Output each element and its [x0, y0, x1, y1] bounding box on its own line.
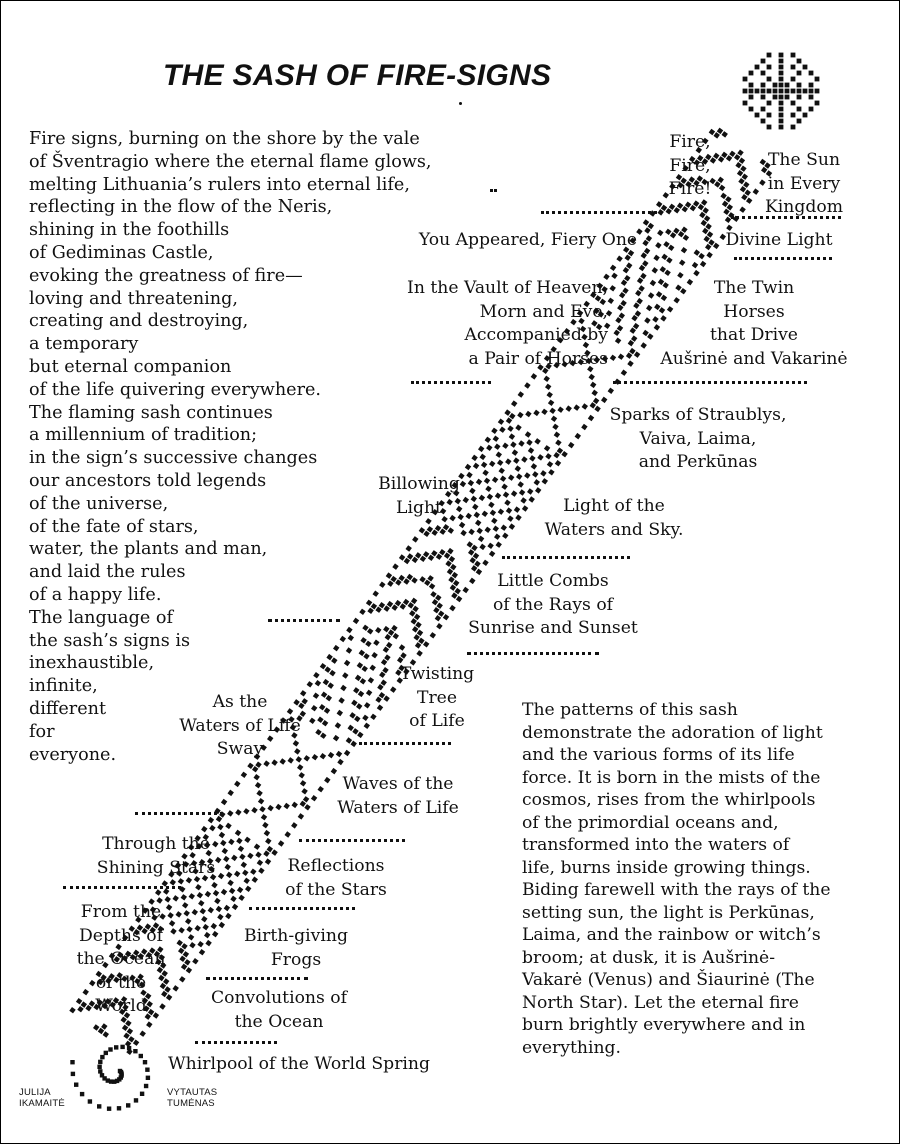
spiral-whirlpool-icon [70, 1045, 150, 1111]
poem-line: for [29, 721, 55, 742]
poem-line: of the fate of stars, [29, 516, 199, 537]
poem-line: everyone. [29, 744, 117, 765]
prose-line: North Star). Let the eternal fire [522, 992, 799, 1013]
prose-line: cosmos, rises from the whirlpools [522, 790, 816, 810]
prose-line: of the primordial oceans and, [522, 812, 779, 833]
separator-dots [731, 216, 841, 219]
title-dot [459, 102, 462, 105]
separator-dots [63, 886, 181, 889]
poem-line: the sash’s signs is [29, 630, 191, 651]
label-whirlpool: Whirlpool of the World Spring [168, 1054, 430, 1074]
label-reflections: Reflections of the Stars [285, 856, 387, 900]
separator-dots [411, 381, 491, 384]
label-waters-of-life-sway: As the Waters of Life Sway [179, 692, 301, 759]
prose-line: demonstrate the adoration of light [522, 722, 823, 743]
separator-dots [613, 381, 807, 384]
separator-dots [299, 839, 405, 842]
prose-line: everything. [522, 1037, 621, 1058]
poem-line: of Šventragio where the eternal flame glows, [29, 151, 432, 172]
label-birth-giving-frogs: Birth-giving Frogs [244, 926, 348, 970]
prose-line: force. It is born in the mists of the [522, 767, 821, 788]
separator-dots [268, 619, 340, 622]
poem-line: in the sign’s successive changes [29, 448, 318, 469]
prose-line: setting sun, the light is Perkūnas, [522, 902, 815, 923]
label-you-appeared: You Appeared, Fiery One [418, 230, 638, 250]
prose-line: Laima, and the rainbow or witch’s [522, 925, 821, 945]
poem-line: different [29, 698, 107, 719]
credit-author-left: JULIJA IKAMAITĖ [19, 1087, 65, 1109]
label-sparks: Sparks of Straublys, Vaiva, Laima, and Perkūnas [609, 405, 787, 472]
prose-line: burn brightly everywhere and in [522, 1015, 806, 1035]
poem-line: loving and threatening, [29, 288, 238, 309]
explanation-text [522, 699, 831, 1059]
label-twin-horses: The Twin Horses that Drive Aušrinė and Vakarinė [660, 278, 848, 369]
poem-line: Fire signs, burning on the shore by the vale [29, 129, 420, 149]
credit-author-right: VYTAUTAS TUMĖNAS [167, 1087, 218, 1109]
label-sun-in-every-kingdom: The Sun in Every Kingdom [764, 150, 844, 217]
prose-line: Vakarė (Venus) and Šiaurinė (The [522, 970, 815, 990]
poem-line: but eternal companion [29, 356, 232, 377]
separator-dots [467, 652, 599, 655]
separator-dots [206, 977, 308, 980]
prose-line: The patterns of this sash [522, 700, 738, 720]
poem-line: of the life quivering everywhere. [29, 379, 321, 400]
poem-line: melting Lithuania’s rulers into eternal life, [29, 174, 410, 195]
poem-line: reflecting in the flow of the Neris, [29, 197, 333, 218]
poem-line: The language of [29, 607, 173, 628]
label-billowing-light: Billowing Light [378, 474, 460, 518]
separator-dots [490, 189, 494, 192]
poem-line: a temporary [29, 334, 139, 355]
poem-line: The flaming sash continues [29, 402, 273, 423]
label-fire: Fire, Fire, Fire! [668, 132, 712, 199]
poem-line: shining in the foothills [29, 220, 230, 241]
page-title: THE SASH OF FIRE-SIGNS [163, 59, 552, 92]
label-convolutions: Convolutions of the Ocean [210, 988, 348, 1032]
separator-dots [359, 742, 451, 745]
poem-line: inexhaustible, [29, 653, 155, 674]
poem-line: our ancestors told legends [29, 470, 267, 491]
label-little-combs: Little Combs of the Rays of Sunrise and Sunset [468, 571, 638, 638]
separator-dots [135, 812, 223, 815]
poem-line: and laid the rules [29, 562, 186, 583]
separator-dots [502, 556, 630, 559]
separator-dots [195, 1041, 277, 1044]
label-vault-of-heaven: In the Vault of Heaven, Morn and Eve, Accompanied by a Pair of Horses [407, 278, 608, 369]
poem-line: evoking the greatness of fire— [29, 265, 303, 286]
label-divine-light: Divine Light [725, 230, 833, 250]
poem-line: a millennium of tradition; [29, 425, 258, 446]
separator-dots [541, 211, 657, 214]
poem-line: of the universe, [29, 493, 169, 514]
label-twisting-tree: Twisting Tree of Life [399, 664, 475, 731]
label-light-of-waters-and-sky: Light of the Waters and Sky. [544, 496, 684, 540]
prose-line: transformed into the waters of [522, 835, 790, 855]
prose-line: broom; at dusk, it is Aušrinė- [522, 947, 776, 968]
prose-line: life, burns inside growing things. [522, 857, 811, 878]
separator-dots [734, 257, 832, 260]
poem-line: of a happy life. [29, 584, 162, 605]
label-through-shining-stars: Through the Shining Stars [96, 834, 216, 878]
poem-line: of Gediminas Castle, [29, 242, 214, 263]
poem-line: infinite, [29, 676, 98, 697]
label-depths-of-ocean: From the Depths of the Ocean of the World [76, 902, 166, 1016]
poem-text [29, 128, 432, 766]
separator-dots [249, 907, 355, 910]
prose-line: and the various forms of its life [522, 745, 795, 765]
label-waves-of-waters: Waves of the Waters of Life [337, 774, 459, 818]
sun-star-icon [743, 53, 820, 130]
poem-line: creating and destroying, [29, 311, 249, 332]
prose-line: Biding farewell with the rays of the [522, 880, 831, 900]
poem-line: water, the plants and man, [29, 539, 268, 560]
